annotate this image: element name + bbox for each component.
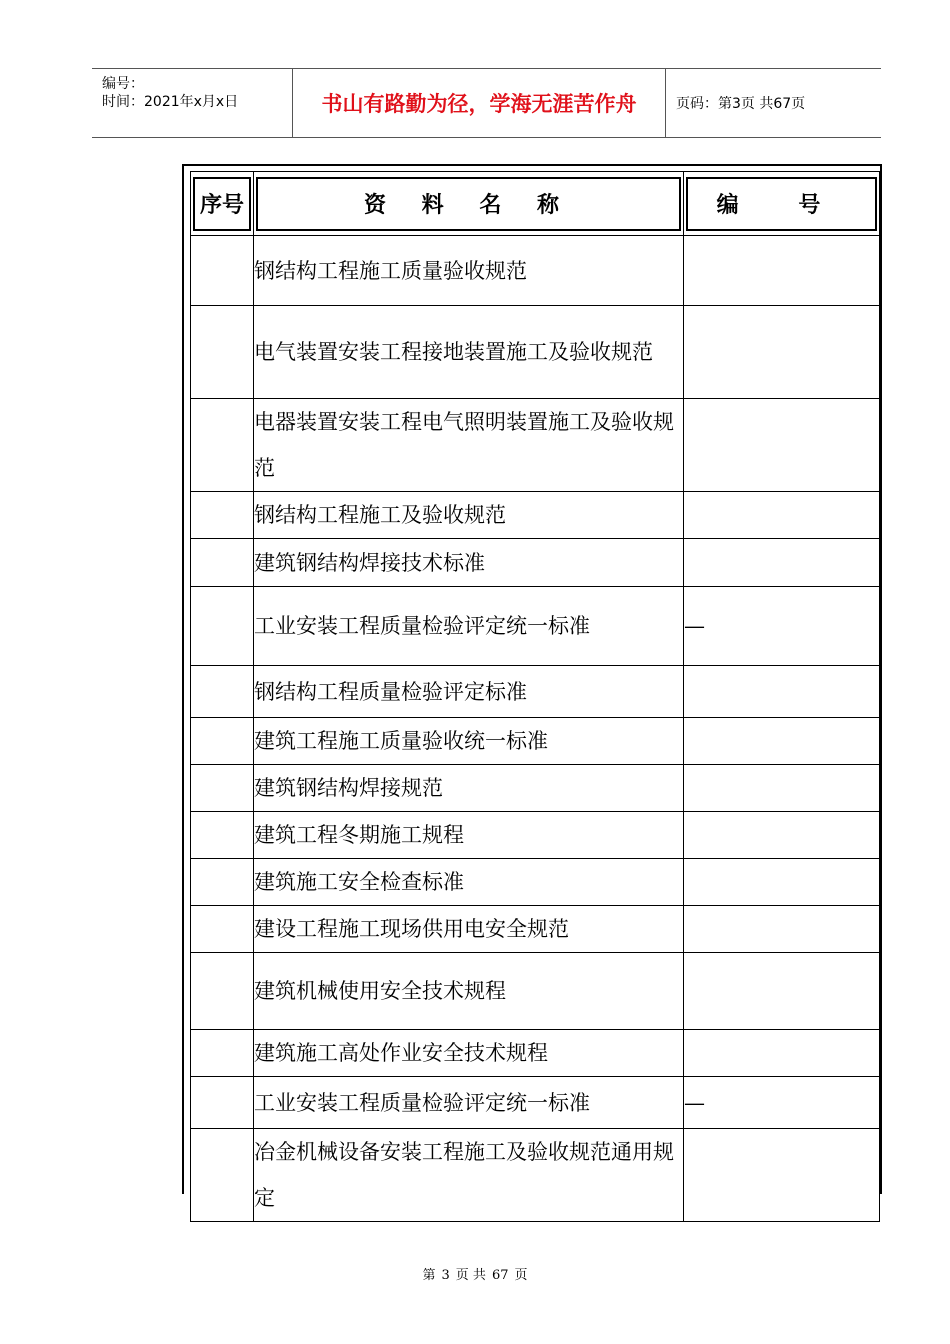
cell-name: 电气装置安装工程接地装置施工及验收规范	[254, 306, 684, 399]
cell-seq	[191, 306, 254, 399]
column-header-label: 资 料 名 称	[256, 177, 681, 231]
footer-page-number: 3	[441, 1268, 450, 1283]
cell-code	[684, 812, 880, 859]
cell-name: 钢结构工程质量检验评定标准	[254, 666, 684, 718]
cell-name: 冶金机械设备安装工程施工及验收规范通用规定	[254, 1129, 684, 1222]
table-row	[191, 953, 880, 1030]
cell-name: 建筑施工安全检查标准	[254, 859, 684, 906]
page-header	[92, 68, 881, 138]
cell-seq	[191, 859, 254, 906]
cell-name: 工业安装工程质量检验评定统一标准	[254, 1077, 684, 1129]
cell-code	[684, 859, 880, 906]
column-header-name	[254, 172, 684, 236]
header-meta	[92, 69, 292, 137]
cell-code	[684, 1030, 880, 1077]
cell-code	[684, 718, 880, 765]
table-row	[191, 1129, 880, 1222]
table-row	[191, 718, 880, 765]
footer-word: 页 共	[455, 1268, 486, 1283]
cell-code	[684, 399, 880, 492]
footer-total-pages: 67	[491, 1268, 509, 1283]
cell-name: 建筑机械使用安全技术规程	[254, 953, 684, 1030]
cell-name: 建筑施工高处作业安全技术规程	[254, 1030, 684, 1077]
cell-code	[684, 492, 880, 539]
cell-code	[684, 539, 880, 587]
cell-name: 建筑工程冬期施工规程	[254, 812, 684, 859]
documents-table	[190, 171, 880, 1222]
cell-name: 建筑工程施工质量验收统一标准	[254, 718, 684, 765]
header-motto: 书山有路勤为径，学海无涯苦作舟	[321, 92, 637, 116]
cell-seq	[191, 1129, 254, 1222]
table-row	[191, 399, 880, 492]
header-page-info: 页码：第3页 共67页	[676, 96, 806, 112]
table-row	[191, 236, 880, 306]
cell-code	[684, 306, 880, 399]
table-row	[191, 765, 880, 812]
cell-seq	[191, 1077, 254, 1129]
time-label: 时间：2021年x月x日	[102, 94, 239, 110]
table-row	[191, 306, 880, 399]
cell-seq	[191, 587, 254, 666]
column-header-seq	[191, 172, 254, 236]
table-row	[191, 492, 880, 539]
footer-word: 第	[422, 1268, 436, 1283]
cell-seq	[191, 953, 254, 1030]
cell-code	[684, 765, 880, 812]
header-divider	[665, 69, 666, 137]
cell-name: 电器装置安装工程电气照明装置施工及验收规范	[254, 399, 684, 492]
cell-seq	[191, 1030, 254, 1077]
cell-name: 钢结构工程施工及验收规范	[254, 492, 684, 539]
cell-code	[684, 236, 880, 306]
cell-code	[684, 953, 880, 1030]
serial-label: 编号：	[102, 76, 144, 92]
column-header-label: 序号	[193, 177, 251, 231]
table-frame	[182, 164, 882, 1210]
table-row	[191, 859, 880, 906]
cell-code: —	[684, 587, 880, 666]
table-header-row	[191, 172, 880, 236]
cell-name: 钢结构工程施工质量验收规范	[254, 236, 684, 306]
footer-word: 页	[514, 1268, 528, 1283]
cell-code: —	[684, 1077, 880, 1129]
column-header-label: 编 号	[686, 177, 877, 231]
table-row	[191, 906, 880, 953]
cell-seq	[191, 539, 254, 587]
table-row	[191, 539, 880, 587]
table-row	[191, 666, 880, 718]
cell-code	[684, 906, 880, 953]
page-footer	[0, 1264, 950, 1283]
cell-name: 建筑钢结构焊接技术标准	[254, 539, 684, 587]
cell-seq	[191, 399, 254, 492]
cell-seq	[191, 718, 254, 765]
cell-code	[684, 1129, 880, 1222]
cell-seq	[191, 492, 254, 539]
column-header-code	[684, 172, 880, 236]
cell-seq	[191, 765, 254, 812]
table-row	[191, 812, 880, 859]
cell-seq	[191, 812, 254, 859]
table-row	[191, 1077, 880, 1129]
cell-seq	[191, 906, 254, 953]
cell-name: 工业安装工程质量检验评定统一标准	[254, 587, 684, 666]
cell-seq	[191, 666, 254, 718]
table-row	[191, 1030, 880, 1077]
cell-name: 建筑钢结构焊接规范	[254, 765, 684, 812]
table-row	[191, 587, 880, 666]
cell-name: 建设工程施工现场供用电安全规范	[254, 906, 684, 953]
cell-seq	[191, 236, 254, 306]
cell-code	[684, 666, 880, 718]
